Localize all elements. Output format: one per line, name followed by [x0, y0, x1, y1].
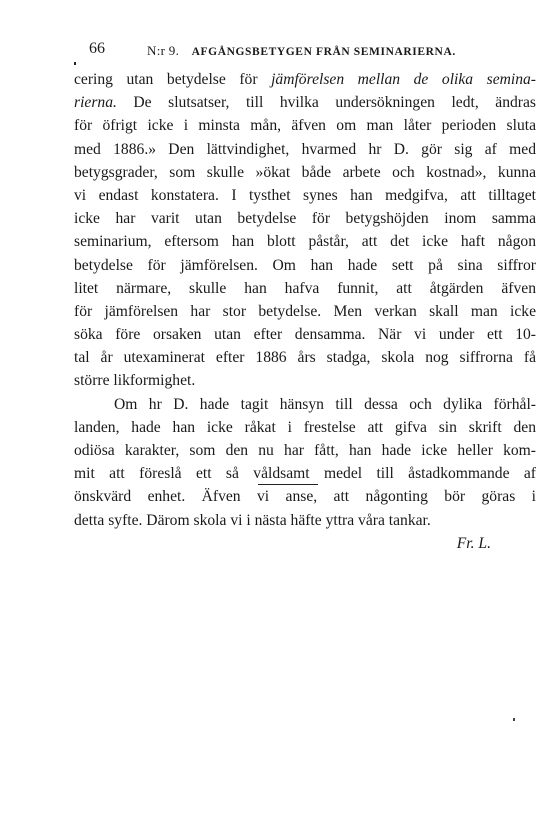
- text-run: landen, hade han icke råkat i frestelse att gifva sin skrift den: [74, 418, 536, 436]
- text-run: seminarium, eftersom han blott påstår, att det icke haft någon: [74, 233, 536, 251]
- text-line: [74, 138, 536, 161]
- text-run: tal år utexaminerat efter 1886 års stadga, skola nog siffrorna få: [74, 349, 536, 367]
- text-run: litet närmare, skulle han hafva funnit, att åtgärden äfven: [74, 279, 536, 297]
- text-run: större likformighet.: [74, 372, 196, 390]
- text-run: för jämförelsen har stor betydelse. Men verkan skall man icke: [74, 302, 536, 320]
- page-number: 66: [89, 40, 105, 57]
- text-line: [74, 91, 536, 114]
- text-line: [74, 439, 536, 462]
- text-line: [74, 393, 536, 416]
- text-line: [74, 254, 536, 277]
- issue-number: N:r 9.: [147, 43, 180, 58]
- text-line: [74, 485, 536, 508]
- text-line: [74, 184, 536, 207]
- italic-phrase: rierna.: [74, 94, 117, 112]
- text-run: Om hr D. hade tagit hänsyn till dessa och dylika förhål-: [114, 395, 536, 413]
- text-line: [74, 207, 536, 230]
- text-line: [74, 114, 536, 137]
- text-line: [74, 300, 536, 323]
- text-line: [74, 68, 536, 91]
- text-run: De slutsatser, till hvilka undersökningen ledt, ändras: [116, 94, 536, 112]
- body-text: [74, 68, 536, 555]
- running-head: [147, 43, 456, 59]
- text-line: [74, 369, 536, 392]
- text-line: [74, 323, 536, 346]
- text-line: [74, 346, 536, 369]
- text-run: cering utan betydelse för: [74, 71, 272, 88]
- text-line: [74, 416, 536, 439]
- closing-rule: [258, 484, 318, 485]
- text-run: betygsgrader, som skulle »ökat både arbete och kostnad», kunna: [74, 163, 536, 181]
- author-signature: Fr. L.: [456, 534, 491, 552]
- text-run: önskvärd enhet. Äfven vi anse, att någonting bör göras i: [74, 488, 536, 506]
- text-run: med 1886.» Den lättvindighet, hvarmed hr D. gör sig af med: [74, 140, 536, 158]
- text-line: [74, 462, 536, 485]
- text-line: [74, 230, 536, 253]
- text-run: söka före orsaken utan efter densamma. När vi under ett 10-: [74, 326, 536, 344]
- article-title: AFGÅNGSBETYGEN FRÅN SEMINARIERNA.: [191, 46, 456, 58]
- text-run: detta syfte. Därom skola vi i nästa häfte yttra våra tankar.: [74, 511, 431, 529]
- text-line: [74, 509, 536, 532]
- text-run: betydelse för jämförelsen. Om han hade sett på sina siffror: [74, 256, 536, 274]
- text-run: vi endast konstatera. I tysthet synes han medgifva, att tilltaget: [74, 186, 536, 204]
- text-run: för öfrigt icke i minsta mån, äfven om man låter perioden sluta: [74, 117, 536, 135]
- print-speck: [513, 718, 515, 721]
- text-line: [74, 277, 536, 300]
- print-speck: [74, 62, 76, 65]
- page-header: [89, 40, 529, 62]
- text-line: [74, 161, 536, 184]
- text-run: odiösa karakter, som den nu har fått, han hade icke heller kom-: [74, 442, 536, 459]
- text-run: icke har varit utan betydelse för betygshöjden inom samma: [74, 210, 536, 228]
- italic-phrase: jämförelsen mellan de olika semina-: [271, 71, 536, 88]
- text-run: mit att föreslå ett så våldsamt medel till åstadkommande af: [74, 465, 536, 483]
